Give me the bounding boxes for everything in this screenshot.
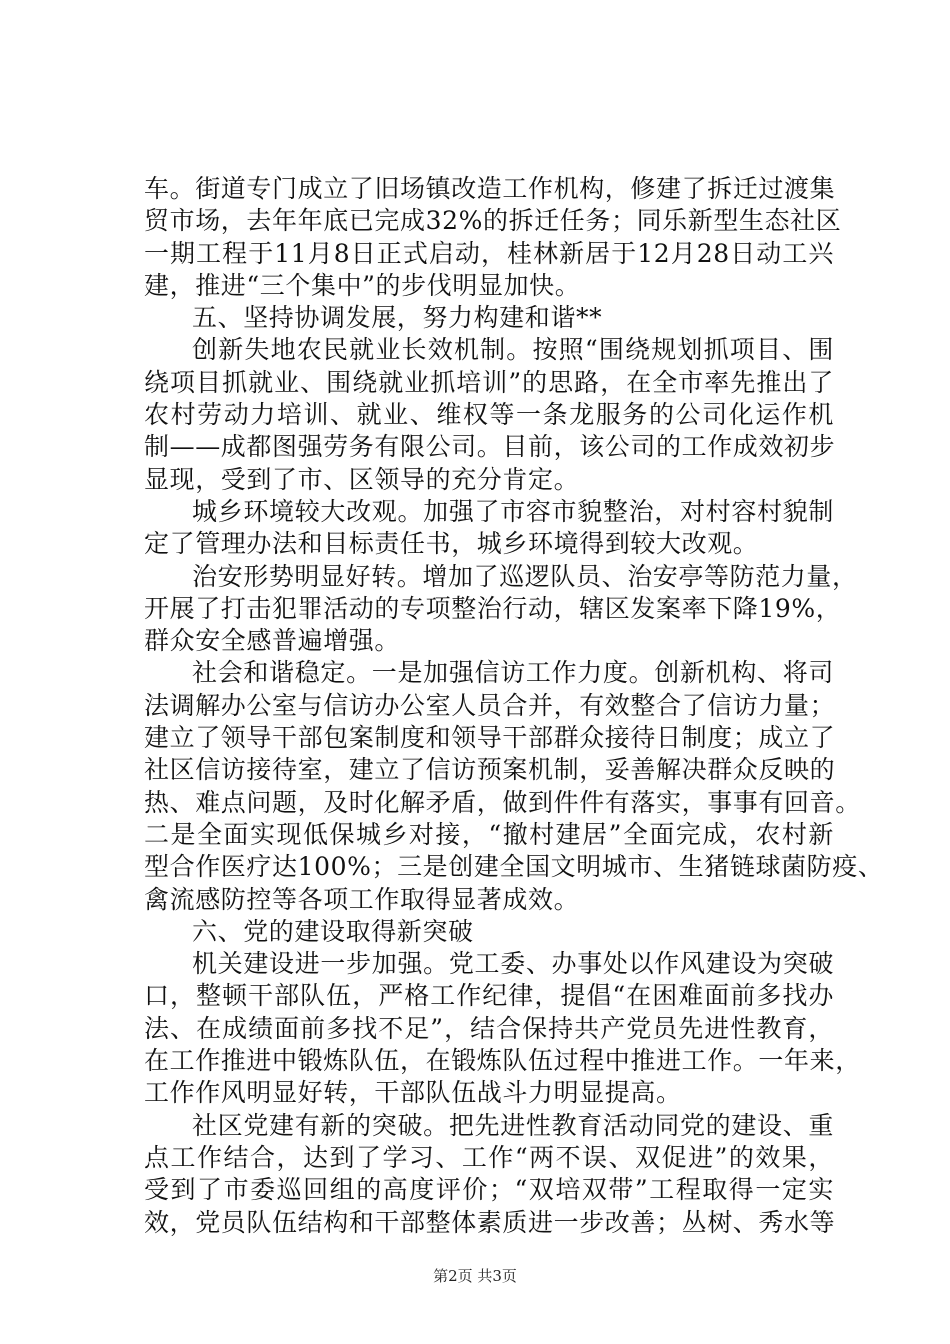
text-line: 群众安全感普遍增强。 bbox=[144, 626, 401, 656]
text-line: 二是全面实现低保城乡对接，“撤村建居”全面完成，农村新 bbox=[144, 819, 834, 849]
text-line: 一期工程于11月8日正式启动，桂林新居于12月28日动工兴 bbox=[144, 238, 834, 268]
text-line: 法、在成绩面前多找不足”，结合保持共产党员先进性教育， bbox=[144, 1013, 834, 1043]
section-heading-5: 五、坚持协调发展，努力构建和谐** bbox=[192, 303, 603, 333]
text-line: 社区信访接待室，建立了信访预案机制，妥善解决群众反映的 bbox=[144, 755, 836, 785]
text-line: 受到了市委巡回组的高度评价；“双培双带”工程取得一定实 bbox=[144, 1175, 834, 1205]
text-line: 机关建设进一步加强。党工委、办事处以作风建设为突破 bbox=[192, 949, 834, 979]
text-line: 创新失地农民就业长效机制。按照“围绕规划抓项目、围 bbox=[192, 335, 834, 365]
text-line: 在工作推进中锻炼队伍，在锻炼队伍过程中推进工作。一年来， bbox=[144, 1046, 861, 1076]
text-line: 工作作风明显好转，干部队伍战斗力明显提高。 bbox=[144, 1078, 682, 1108]
text-line: 车。街道专门成立了旧场镇改造工作机构，修建了拆迁过渡集 bbox=[144, 174, 836, 203]
text-line: 城乡环境较大改观。加强了市容市貌整治，对村容村貌制 bbox=[192, 496, 834, 526]
text-line: 热、难点问题，及时化解矛盾，做到件件有落实，事事有回音。 bbox=[144, 787, 861, 817]
text-line: 法调解办公室与信访办公室人员合并，有效整合了信访力量； bbox=[144, 690, 836, 720]
text-line: 定了管理办法和目标责任书，城乡环境得到较大改观。 bbox=[144, 529, 759, 559]
text-line: 口，整顿干部队伍，严格工作纪律，提倡“在困难面前多找办 bbox=[144, 981, 834, 1011]
document-body bbox=[144, 173, 884, 1239]
text-line: 治安形势明显好转。增加了巡逻队员、治安亭等防范力量， bbox=[192, 561, 858, 591]
page-number-footer: 第2页 共3页 bbox=[433, 1267, 517, 1285]
text-line: 贸市场，去年年底已完成32%的拆迁任务；同乐新型生态社区 bbox=[144, 206, 842, 236]
text-line: 社区党建有新的突破。把先进性教育活动同党的建设、重 bbox=[192, 1110, 834, 1140]
text-line: 农村劳动力培训、就业、维权等一条龙服务的公司化运作机 bbox=[144, 400, 834, 430]
text-line: 制——成都图强劳务有限公司。目前，该公司的工作成效初步 bbox=[144, 432, 836, 462]
text-line: 效，党员队伍结构和干部整体素质进一步改善；丛树、秀水等 bbox=[144, 1207, 836, 1237]
text-line: 建立了领导干部包案制度和领导干部群众接待日制度；成立了 bbox=[144, 723, 836, 753]
text-line: 型合作医疗达100%；三是创建全国文明城市、生猪链球菌防疫、 bbox=[144, 852, 884, 882]
text-line: 点工作结合，达到了学习、工作“两不误、双促进”的效果， bbox=[144, 1142, 834, 1172]
text-line: 建，推进“三个集中”的步伐明显加快。 bbox=[144, 270, 581, 300]
text-line: 禽流感防控等各项工作取得显著成效。 bbox=[144, 884, 580, 914]
section-heading-6: 六、党的建设取得新突破 bbox=[192, 916, 474, 946]
text-line: 显现，受到了市、区领导的充分肯定。 bbox=[144, 464, 580, 494]
text-line: 开展了打击犯罪活动的专项整治行动，辖区发案率下降19%， bbox=[144, 593, 842, 623]
text-line: 社会和谐稳定。一是加强信访工作力度。创新机构、将司 bbox=[192, 658, 834, 688]
text-line: 绕项目抓就业、围绕就业抓培训”的思路，在全市率先推出了 bbox=[144, 367, 834, 397]
